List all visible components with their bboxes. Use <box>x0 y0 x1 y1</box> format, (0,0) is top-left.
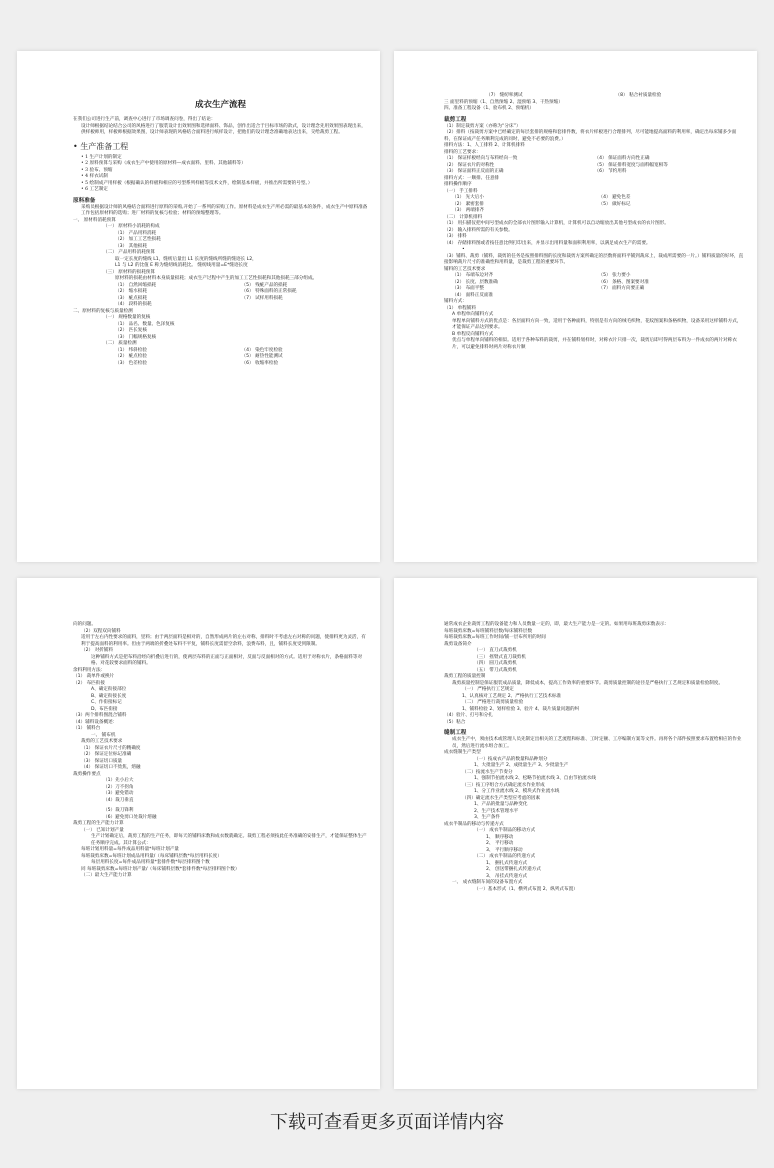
text-line: （6）避免剪口处裁片熔融 <box>103 814 157 820</box>
text-line: （4）辅料设备概述： <box>73 719 118 725</box>
text-line: （五） 带刀式裁剪机 <box>474 667 517 673</box>
text-line: （1） 保证样板经向与布料经向一致 <box>444 156 518 161</box>
text-line: 排料方法：1、人工排料 2、计算机排料 <box>444 143 525 148</box>
text-line: （7） 面料方向要正确 <box>598 286 645 291</box>
text-line: （5）裁刀锋利 <box>103 808 134 813</box>
text-line: 裁剪设备简介 <box>444 641 472 647</box>
page2-top-row <box>444 93 745 100</box>
text-line: 成衣生产中，须由技术或管理人员先制定出相关的工艺流程和标准、工时定额、工序编制方案等文件。再将各个部件按照要求布置给相应的作业员，然后进行流水组合加工。 <box>452 737 742 749</box>
text-line: （1） 用扫描仪把中间号型成衣的全部衣片图形输入计算机，计算机可以自动缩放出其他号型成衣的衣片图形。 <box>444 221 669 226</box>
text-line: （一） 直刀式裁剪机 <box>474 648 517 653</box>
section-heading: 裁剪工程 <box>444 116 467 123</box>
text-line: 在我们公司进行生产前，调查中心进行了市场调查问卷，得出了结论： <box>73 117 216 122</box>
text-line: 1、产品的批量与品种变化 <box>474 802 528 807</box>
text-line: （四） 圆刀式裁剪机 <box>474 661 517 666</box>
page1-body <box>73 117 368 367</box>
section-heading: • 生产准备工程 <box>73 141 129 151</box>
text-line: L1 与 L2 的比值 E 称为缝纫线消耗比。 缝纫线用量=E*缝迹长度 <box>115 263 248 268</box>
text-line: （一） 严格执行工艺规定 <box>462 687 514 692</box>
text-line: （3） 色差检验 <box>115 360 147 366</box>
text-line: 2、 创送带捆扎式传递方式 <box>486 867 541 872</box>
text-line: 一、 成衣缝制车间的设备布置方式 <box>452 880 523 885</box>
text-line: （1） 裁单件或换片 <box>73 674 115 679</box>
two-column-row <box>444 169 745 176</box>
text-line: （2） 输入排料所需的有关参数。 <box>444 227 513 233</box>
text-line: 铺料的工艺技术要求 <box>444 266 486 272</box>
text-line: （二） 计算机排料 <box>444 214 483 220</box>
text-line: （6） 特殊面料的正常损耗 <box>241 289 297 294</box>
text-line: 每班计划用料量=每件成品用料量*每班计划产量 <box>81 847 180 852</box>
text-line: 适用于左右内性要求的面料，里料；由于两层面料是相对的，自然形成两片的左右对称，排料时不考虑左右对称的问题，使排料更为灵活，有利于提高面料的利用率。但由于两端的折叠处布料不平复，铺料长度需留空余料，浪费布料，且，铺料长度受到限制。 <box>81 635 366 647</box>
text-line: （一） 原材料小消耗的构成 <box>103 224 160 229</box>
text-line <box>599 293 746 300</box>
document-page-3 <box>17 578 380 1089</box>
two-column-row <box>452 208 745 215</box>
text-line: （一） 已知计划产量 <box>81 827 124 833</box>
text-line: （1） 产品用料消耗 <box>115 230 157 236</box>
text-line: （3） 布面平整 <box>452 286 484 291</box>
document-page-4 <box>394 578 757 1089</box>
text-line: （6） 收缩率检验 <box>241 360 279 366</box>
text-line: （4） 段料的损耗 <box>115 302 152 307</box>
text-line: （7） 缝纫率测试 <box>486 93 523 98</box>
text-line: （一） 成衣半制品的移动方式 <box>474 828 536 833</box>
text-line: 三 面里料的预缩（1、自然预缩 2、湿预缩 3、干热预缩） <box>444 99 563 105</box>
download-more-caption: 下载可查看更多页面详情内容 <box>270 1112 504 1133</box>
text-line: （2） 匹长复核 <box>115 328 147 333</box>
text-line: 每班裁剪床数=每班计划成品用料量/（每床铺料层数*每层用料长度） <box>81 853 222 859</box>
text-line: （1） 保证衣片尺寸的精确度 <box>81 745 141 751</box>
text-line: （一） 手工排料 <box>444 188 478 194</box>
text-line: 1、 捆扎式传递方式 <box>486 860 528 866</box>
text-line: 1、分工作业流水线 2、模块式作业流水线 <box>474 789 560 794</box>
two-column-row <box>115 361 368 368</box>
text-line: （6） 节约用料 <box>594 169 627 174</box>
text-line: 生产计划确定后，裁剪工程的生产任务，即每天的铺料床数和成衣数就确定。裁剪工程必须按此任务准确的安排生产，才能保证整体生产任务顺序完成。其计算公式： <box>91 834 367 846</box>
text-line: （3）避免错动 <box>103 791 134 796</box>
text-line: （一）按成衣产品的数量和品种划分 <box>474 756 548 762</box>
text-line: 余料利用方法： <box>73 667 106 673</box>
text-line: （2） 保证衣片的对称性 <box>444 162 495 168</box>
text-line: 1、铺料检验 2、划样检验 3、验片 4、裁片质量问题的纠 <box>462 706 580 712</box>
text-line: 一、 铺布机 <box>91 732 116 738</box>
text-line: （5） 残疵产品的损耗 <box>241 282 288 288</box>
text-line: 同 每班裁剪床数=每班计划产量/（每床铺料层数*套排件数*每层排料图个数） <box>81 866 240 872</box>
text-line: （2） 疵点检验 <box>115 354 147 359</box>
text-line: （4） 保证面料方向性正确 <box>594 156 650 161</box>
text-line: （二） 产品用料消耗预算 <box>103 250 155 255</box>
text-line: （4）验片、打号和分扎 <box>444 713 493 718</box>
text-line: 排料方式：一顺排、任意排 <box>444 175 500 181</box>
text-line: （5） 做好标记 <box>598 201 631 207</box>
text-line: （三） 摇臂式直刀裁剪机 <box>474 654 526 660</box>
section-heading: 原料准备 <box>73 197 96 204</box>
document-page-2 <box>394 51 757 562</box>
text-line: B 单程反向铺料方式 <box>452 331 494 337</box>
text-line: 采购员根据设计师的风格结合面料进行原料的采购,开始了一系列的采购工作。原材料是成衣生产所必需的最基本的条件，成衣生产中原料准备工作包括原材料的选购；进厂材料的复核与检验；材料的预缩整理等。 <box>81 204 368 216</box>
text-line: （1） 铺料台 <box>73 726 101 731</box>
text-line: 裁剪工程的生产能力计算 <box>73 821 124 826</box>
text-line: （二） 质量检测 <box>103 341 137 346</box>
document-page-1 <box>17 51 380 562</box>
text-line: （2） 长度、层数准确 <box>452 279 498 285</box>
text-line: 每层用料长度=每件成品用料量*套排件数*每层排料图个数 <box>91 860 210 865</box>
text-line: （3） 其他损耗 <box>115 243 147 249</box>
text-line: 裁剪质量控制是保证服装成品质量，降低成本，提高工作效率的重要环节。裁剪质量控制的途径是严格执行工艺规定和质量检验制度。 <box>452 680 724 686</box>
text-line: （2） 缩水损耗 <box>115 289 147 294</box>
text-line: A、确定衔接部位 <box>91 687 127 692</box>
two-column-row <box>452 293 745 300</box>
text-line: 四、准备工程设备（1、验布机 2、预缩机） <box>444 106 534 111</box>
text-line: （2）刀不拐角 <box>103 784 134 790</box>
text-line: （3）铺料、裁剪（铺料，裁剪的任务是按照排料图的长度和裁剪方案所确定的层数将面料平铺到裁床上，裁成所需要的一片。）铺料质量的好坏，直接影响裁片尺寸的准确性和用料量，是裁剪工程的重要环节。 <box>444 253 744 265</box>
text-line: （5） 耐热性能测试 <box>241 354 283 359</box>
text-line: （3） 门幅规格复核 <box>115 334 157 340</box>
text-line: 2、生产技术管理水平 <box>474 808 519 814</box>
text-line: （1）先小后大 <box>103 778 134 783</box>
text-line: 1、认真核对工艺规定 2、严格执行工艺技术标准 <box>462 693 562 699</box>
text-line: （2） 紧密套排 <box>452 201 484 207</box>
document-title: 成衣生产流程 <box>194 100 246 110</box>
text-line: （4）裁刀垂直 <box>103 797 134 803</box>
text-line: 优点与单程单向铺料的相似。适用于各种布料的裁剪，并在铺料划样时，对称衣片只排一次，裁剪后即可得两层布料为一件成衣的两片对称衣片，可以避免排料时两片对称衣片顺 <box>452 338 737 350</box>
text-line: 1、大批量生产 2、成批量生产 3、少批量生产 <box>474 763 569 768</box>
text-line: • 4 样衣试制 <box>81 174 108 179</box>
text-line: （1） 布端布边对齐 <box>452 273 494 278</box>
text-line: 成衣缝制生产类型 <box>444 750 481 755</box>
text-line: （8） 粘合衬质量检验 <box>615 93 662 98</box>
text-line: 裁剪的工艺技术要求 <box>81 739 123 744</box>
text-line: （二）按流水生产节奏分 <box>462 769 513 775</box>
text-line: （4） 保证切口不烫焦，熔融 <box>81 765 141 770</box>
text-line: 铺料方式： <box>444 299 467 304</box>
text-line: 每班裁剪床数=每班工作时间/铺一层布所用的时间 <box>444 635 546 640</box>
text-line: （3） 保证面料正反面的正确 <box>444 169 504 174</box>
text-line: （三） 原材料的损耗预算 <box>103 269 155 275</box>
text-line: （1） 先大后小 <box>452 195 484 200</box>
text-line: （4） 避免色差 <box>598 195 631 200</box>
text-line: （5） 保证排料宽度与面料幅宽相等 <box>594 162 668 168</box>
text-line: （2） 保证定位标记准确 <box>81 752 132 757</box>
text-line: （1） 品名、数量、色泽复核 <box>115 321 175 327</box>
text-line: （四）确定流水生产类型应考虑的因素 <box>462 795 541 801</box>
text-line: 这种铺料方式是把布料沿经向折叠后进行的，使两层布料的正面与正面相对，反面与反面相对的方式。适用于对称衣片，条格面料等对格、对花较要求面料的铺料。 <box>91 654 363 666</box>
text-line: （5）粘合 <box>444 719 466 725</box>
text-line: （3） 保证切口质量 <box>81 758 123 764</box>
text-line: 原材料的损耗由材料本身质量损耗；成衣生产过程中产生的加工工艺性损耗和其他损耗三部分组成。 <box>115 276 318 281</box>
text-line: • <box>462 247 465 252</box>
text-line: 一、 原材料消耗预算 <box>73 217 116 223</box>
text-line: 裁剪工程的质量控制 <box>444 674 486 679</box>
text-line: D、布匹衔接 <box>91 706 118 712</box>
text-line: （二） 成衣半制品的传递方式 <box>474 854 536 859</box>
text-line: （5） 张力要小 <box>598 273 631 278</box>
text-line: 裁剪操作要点 <box>73 771 101 777</box>
text-line: （二） 严格进行裁剪质量检验 <box>462 700 524 705</box>
two-column-row <box>115 302 368 309</box>
text-line: （7） 试样用料损耗 <box>241 295 283 301</box>
text-line: （4） 染色牢度检验 <box>241 347 283 353</box>
text-line: • 3 验布、预缩 <box>81 167 113 173</box>
text-line: （1）制定裁剪方案（亦称为“分床”） <box>444 123 521 129</box>
text-line: 1、强制节拍流水线 2、松略节拍流水线 3、自由节拍流水线 <box>474 776 596 781</box>
text-line: 3、 吊挂式传递方式 <box>486 873 528 879</box>
text-line: 3、 平行顺序移动 <box>486 847 523 853</box>
text-line: 二、原材料的复核与质量检测 <box>73 308 133 314</box>
text-line: • 2 原料预算与采购（成衣生产中使用的原材料—成衣面料、里料、其他辅料等） <box>81 161 246 166</box>
text-line: （4） 面料正反面准 <box>452 292 494 298</box>
text-line: 2、 平行移动 <box>486 841 514 846</box>
text-line: 每班裁剪床数=每班铺料层数/每床铺料层数 <box>444 628 533 634</box>
text-line: 取一定长度的缝线 L1，缝纫后量出 L1 长度的缝线所缝的缝迹长 L2， <box>115 256 257 262</box>
text-line: （2） 布匹衔接 <box>73 680 105 686</box>
text-line: • 6 工艺制定 <box>81 187 108 192</box>
text-line: 排料的工艺要求： <box>444 149 481 155</box>
text-line: 通常成衣企业裁剪工程的设备能力和人员数量一定的，即，最大生产能力是一定的。如果用每班裁剪床数表示： <box>444 622 670 627</box>
text-line: （2） 对折铺料 <box>81 648 113 653</box>
text-line: 1、 顺序移动 <box>486 834 514 840</box>
section-heading: 缝制工程 <box>444 730 467 736</box>
text-line: A 单程单向铺料方式 <box>452 312 494 317</box>
text-line: C、作衔接标记 <box>91 700 122 705</box>
text-line: （2）双程双向铺料 <box>81 628 121 634</box>
text-line: （3）两个排料图混合铺料 <box>73 713 127 718</box>
text-line: （4） 存储排料图或者按任意比例打印出来，并显示出用料量和面积利用率，以满足成衣生产的需要。 <box>444 240 651 246</box>
text-line: 成衣半制品的移动与传递方式 <box>444 821 504 827</box>
text-line: 排料操作顺序 <box>444 182 472 187</box>
text-line: （3） 两端排齐 <box>452 208 484 213</box>
text-line: （3） 排料 <box>444 234 467 239</box>
text-line: （二）最大生产能力计算 <box>81 873 132 878</box>
text-line: （1） 自然回缩损耗 <box>115 282 157 288</box>
text-line: （2） 加工工艺性损耗 <box>115 237 161 242</box>
text-line: （三）按工序组合方式确定流水作业形成 <box>462 782 545 788</box>
text-line: （1） 单程铺料 <box>444 305 476 311</box>
text-line: （一）基本形式（1、横列式布置 2、纵列式布置） <box>474 886 578 892</box>
text-line <box>242 302 369 309</box>
text-line <box>599 208 746 215</box>
text-line: 3、生产条件 <box>474 815 500 820</box>
text-line: B、确定衔接长度 <box>91 693 127 699</box>
text-line: 向的问题。 <box>73 622 96 627</box>
text-line: 单程单向铺料方式的优点是：各层面料方向一致，适用于各种面料，特别是有方向的绒毛织物，花纹图案和条格织物，设备采用这样铺料方式，才能保证产品达到要求。 <box>452 318 742 330</box>
text-line: • 5 绘制成产用样板（根据确认的样板和相应的号型系列样板等技术文件，绘制基本样板，并推出所需要的号型。） <box>81 180 313 186</box>
text-line: 设计师根据结论结合公司的风格进行了服装设计出效果图和选择面料、饰品，创作出适合于目标市场的款式，设计理念先用效果图表现出来，供样板师用，样板师根据效果图，设计师表现的风格结合面料进行纸样设计，把他们的设计理念准确地表达出来，交给裁剪工程。 <box>81 123 366 135</box>
text-line: （6） 条格、图案要对准 <box>598 279 649 285</box>
text-line: （1） 纬斜检验 <box>115 347 147 353</box>
text-line: （2）排料（按裁剪方案中已经确定的每层套排的规格和套排件数，将衣片样板进行合理排列，尽可能地提高面料的利用率，确定出每床铺多少面料，在保证成产任务顺利完成的同时，避免不必要的浪费。） <box>444 130 737 142</box>
text-line: （一） 规格数量的复核 <box>103 315 151 320</box>
text-line: • 1 生产计划的制定 <box>81 154 122 160</box>
text-line: （3） 疵点损耗 <box>115 295 147 301</box>
